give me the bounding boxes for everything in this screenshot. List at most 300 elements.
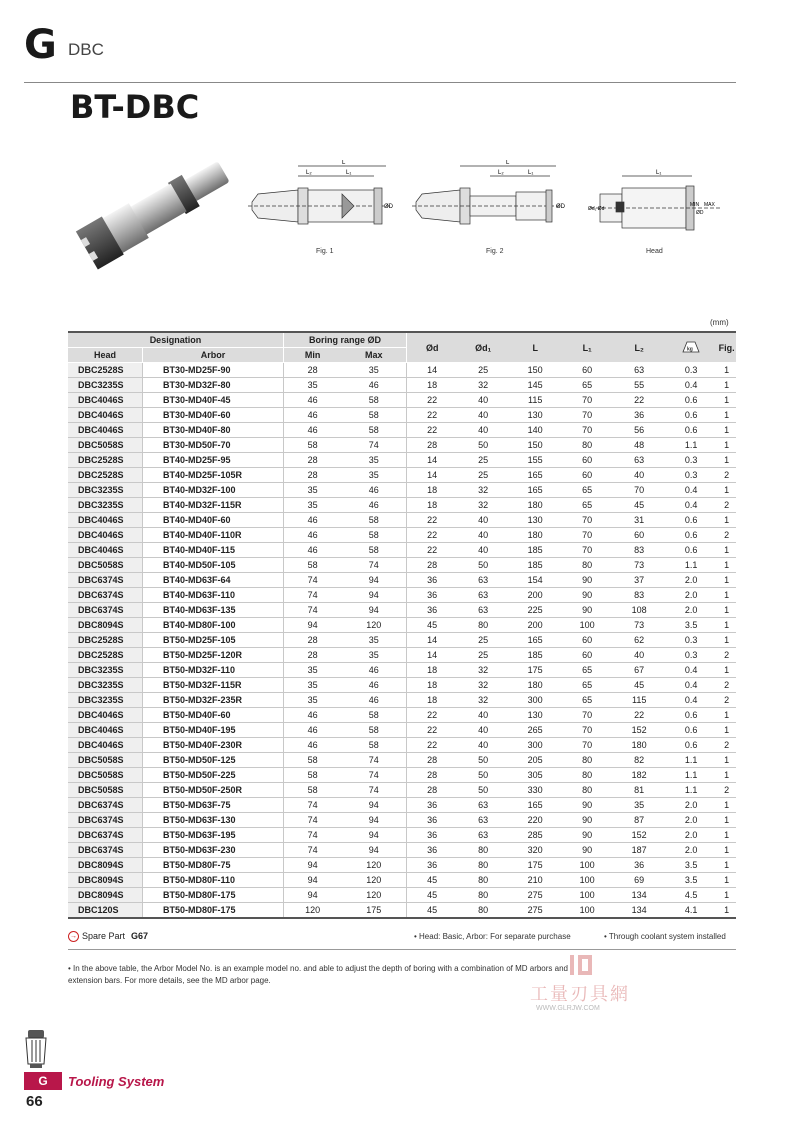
table-cell: DBC3235S xyxy=(68,378,143,393)
table-cell: 83 xyxy=(613,543,665,558)
table-cell: 36 xyxy=(407,573,458,588)
table-cell: 80 xyxy=(561,783,613,798)
arbor-col-header: Arbor xyxy=(143,348,284,363)
table-cell: 40 xyxy=(457,738,509,753)
table-cell: DBC4046S xyxy=(68,408,143,423)
table-cell: 154 xyxy=(509,573,561,588)
table-cell: 2 xyxy=(717,648,736,663)
table-cell: 220 xyxy=(509,813,561,828)
table-cell: DBC2528S xyxy=(68,363,143,378)
table-cell: BT50-MD25F-120R xyxy=(143,648,284,663)
table-cell: 40 xyxy=(457,528,509,543)
table-cell: 130 xyxy=(509,408,561,423)
table-cell: 80 xyxy=(457,858,509,873)
table-cell: DBC3235S xyxy=(68,663,143,678)
table-cell: 35 xyxy=(341,648,406,663)
table-cell: 40 xyxy=(457,543,509,558)
table-cell: 100 xyxy=(561,873,613,888)
weight-header xyxy=(665,332,717,363)
table-cell: 0.6 xyxy=(665,738,717,753)
table-cell: DBC6374S xyxy=(68,813,143,828)
table-cell: 1 xyxy=(717,858,736,873)
table-cell: 94 xyxy=(341,573,406,588)
table-row xyxy=(68,528,736,543)
head-col-header: Head xyxy=(68,348,143,363)
boring-range-header: Boring range ØD xyxy=(283,332,406,348)
table-cell: 275 xyxy=(509,888,561,903)
table-cell: DBC5058S xyxy=(68,753,143,768)
table-cell: 35 xyxy=(613,798,665,813)
L1-header: L₁ xyxy=(561,332,613,363)
table-cell: 305 xyxy=(509,768,561,783)
table-cell: 35 xyxy=(283,498,341,513)
od-header: Ød xyxy=(407,332,458,363)
spare-part-label: Spare Part xyxy=(82,931,126,941)
table-row xyxy=(68,738,736,753)
table-cell: DBC2528S xyxy=(68,633,143,648)
table-cell: 115 xyxy=(509,393,561,408)
table-cell: 74 xyxy=(283,813,341,828)
table-row xyxy=(68,603,736,618)
table-cell: 18 xyxy=(407,498,458,513)
table-cell: 63 xyxy=(457,828,509,843)
table-cell: 0.6 xyxy=(665,408,717,423)
section-letter: G xyxy=(24,22,57,68)
table-cell: 65 xyxy=(561,498,613,513)
table-cell: 63 xyxy=(457,603,509,618)
table-cell: 94 xyxy=(283,618,341,633)
table-cell: DBC8094S xyxy=(68,618,143,633)
table-row xyxy=(68,873,736,888)
table-cell: DBC8094S xyxy=(68,873,143,888)
table-cell: 36 xyxy=(407,603,458,618)
table-cell: 182 xyxy=(613,768,665,783)
table-cell: 45 xyxy=(407,888,458,903)
table-cell: 185 xyxy=(509,543,561,558)
table-cell: 74 xyxy=(283,588,341,603)
table-cell: 46 xyxy=(283,408,341,423)
table-cell: 1 xyxy=(717,753,736,768)
table-cell: 145 xyxy=(509,378,561,393)
table-cell: DBC8094S xyxy=(68,858,143,873)
table-cell: 46 xyxy=(341,663,406,678)
table-cell: 28 xyxy=(407,768,458,783)
table-cell: BT40-MD32F-100 xyxy=(143,483,284,498)
table-cell: 94 xyxy=(341,843,406,858)
table-cell: 90 xyxy=(561,828,613,843)
table-row xyxy=(68,408,736,423)
od1-header: Ød₁ xyxy=(457,332,509,363)
table-cell: 50 xyxy=(457,438,509,453)
table-cell: 90 xyxy=(561,843,613,858)
table-cell: 58 xyxy=(341,738,406,753)
table-cell: DBC6374S xyxy=(68,573,143,588)
table-cell: 100 xyxy=(561,618,613,633)
table-cell: 36 xyxy=(407,588,458,603)
table-row xyxy=(68,573,736,588)
table-cell: 1 xyxy=(717,663,736,678)
spec-table xyxy=(68,331,736,919)
table-cell: 1 xyxy=(717,708,736,723)
spare-part-link[interactable] xyxy=(68,931,148,942)
table-cell: BT30-MD25F-90 xyxy=(143,363,284,378)
table-cell: 18 xyxy=(407,663,458,678)
table-cell: 28 xyxy=(283,453,341,468)
table-cell: 0.6 xyxy=(665,393,717,408)
table-cell: 18 xyxy=(407,378,458,393)
table-cell: BT40-MD40F-110R xyxy=(143,528,284,543)
table-cell: 58 xyxy=(341,408,406,423)
table-cell: DBC2528S xyxy=(68,648,143,663)
table-cell: 80 xyxy=(561,438,613,453)
table-cell: 74 xyxy=(341,558,406,573)
table-cell: 70 xyxy=(561,723,613,738)
table-row xyxy=(68,633,736,648)
table-row xyxy=(68,378,736,393)
table-cell: 3.5 xyxy=(665,858,717,873)
table-cell: 35 xyxy=(283,378,341,393)
table-cell: 130 xyxy=(509,513,561,528)
table-cell: 46 xyxy=(283,513,341,528)
table-cell: 0.4 xyxy=(665,498,717,513)
table-cell: BT40-MD25F-95 xyxy=(143,453,284,468)
table-cell: 2.0 xyxy=(665,603,717,618)
table-cell: 150 xyxy=(509,363,561,378)
fig2-od-label: ØD xyxy=(556,204,565,210)
table-cell: 74 xyxy=(341,753,406,768)
table-cell: 58 xyxy=(341,543,406,558)
table-cell: 22 xyxy=(613,393,665,408)
table-row xyxy=(68,723,736,738)
table-cell: 80 xyxy=(561,768,613,783)
table-cell: BT50-MD63F-230 xyxy=(143,843,284,858)
table-cell: 25 xyxy=(457,468,509,483)
table-cell: 0.4 xyxy=(665,378,717,393)
table-cell: 46 xyxy=(283,423,341,438)
table-cell: BT50-MD32F-115R xyxy=(143,678,284,693)
table-cell: 40 xyxy=(457,723,509,738)
table-cell: 22 xyxy=(407,513,458,528)
table-cell: 225 xyxy=(509,603,561,618)
table-cell: 94 xyxy=(341,798,406,813)
fig2-L1-label: L₁ xyxy=(528,170,534,176)
table-cell: 70 xyxy=(613,483,665,498)
table-cell: DBC120S xyxy=(68,903,143,919)
table-cell: 2.0 xyxy=(665,573,717,588)
table-cell: 3.5 xyxy=(665,618,717,633)
table-cell: 40 xyxy=(457,708,509,723)
table-cell: 70 xyxy=(561,408,613,423)
watermark-logo xyxy=(566,952,596,978)
footer-label: Tooling System xyxy=(68,1074,165,1089)
table-row xyxy=(68,678,736,693)
table-cell: 1 xyxy=(717,543,736,558)
table-cell: 155 xyxy=(509,453,561,468)
header-divider xyxy=(24,82,736,83)
table-cell: 60 xyxy=(561,648,613,663)
table-cell: 1 xyxy=(717,723,736,738)
table-cell: 46 xyxy=(341,678,406,693)
table-cell: 70 xyxy=(561,708,613,723)
table-cell: 35 xyxy=(341,453,406,468)
table-cell: DBC2528S xyxy=(68,468,143,483)
table-cell: DBC4046S xyxy=(68,423,143,438)
table-cell: BT30-MD40F-45 xyxy=(143,393,284,408)
table-cell: 25 xyxy=(457,648,509,663)
table-row xyxy=(68,858,736,873)
table-cell: 62 xyxy=(613,633,665,648)
table-cell: 74 xyxy=(341,783,406,798)
table-cell: 32 xyxy=(457,693,509,708)
table-cell: 1.1 xyxy=(665,768,717,783)
table-cell: 35 xyxy=(341,363,406,378)
table-cell: 63 xyxy=(457,588,509,603)
watermark-text: 工量刃具網 xyxy=(530,984,630,1004)
table-cell: 63 xyxy=(613,363,665,378)
table-cell: 94 xyxy=(341,828,406,843)
table-cell: 152 xyxy=(613,723,665,738)
table-cell: 32 xyxy=(457,483,509,498)
table-cell: 0.6 xyxy=(665,528,717,543)
table-cell: 58 xyxy=(341,423,406,438)
table-cell: BT50-MD80F-110 xyxy=(143,873,284,888)
page-title: BT-DBC xyxy=(70,88,200,126)
table-cell: 46 xyxy=(341,483,406,498)
table-cell: DBC4046S xyxy=(68,393,143,408)
table-cell: 46 xyxy=(283,528,341,543)
table-cell: 36 xyxy=(407,828,458,843)
table-row xyxy=(68,558,736,573)
table-row xyxy=(68,648,736,663)
table-cell: 40 xyxy=(457,423,509,438)
table-cell: DBC8094S xyxy=(68,888,143,903)
arrow-circle-icon: → xyxy=(70,933,77,941)
table-cell: 90 xyxy=(561,588,613,603)
table-cell: DBC2528S xyxy=(68,453,143,468)
unit-label: (mm) xyxy=(710,318,729,327)
table-cell: 36 xyxy=(613,408,665,423)
table-cell: 120 xyxy=(341,858,406,873)
fig1-L2-label: L₂ xyxy=(306,170,312,176)
table-cell: 0.6 xyxy=(665,708,717,723)
table-cell: 28 xyxy=(283,363,341,378)
table-cell: BT50-MD40F-60 xyxy=(143,708,284,723)
table-cell: 0.6 xyxy=(665,543,717,558)
table-cell: 46 xyxy=(283,393,341,408)
table-cell: 14 xyxy=(407,633,458,648)
head-drawing xyxy=(586,168,726,238)
table-row xyxy=(68,663,736,678)
table-row xyxy=(68,438,736,453)
table-cell: 60 xyxy=(561,363,613,378)
table-cell: 3.5 xyxy=(665,873,717,888)
watermark-url: WWW.GLRJW.COM xyxy=(536,1005,600,1012)
table-cell: 0.4 xyxy=(665,663,717,678)
table-cell: 58 xyxy=(341,708,406,723)
table-cell: DBC4046S xyxy=(68,528,143,543)
table-cell: 74 xyxy=(341,438,406,453)
table-cell: 120 xyxy=(341,888,406,903)
table-cell: 0.3 xyxy=(665,648,717,663)
table-cell: 175 xyxy=(509,858,561,873)
table-cell: DBC5058S xyxy=(68,783,143,798)
table-row xyxy=(68,393,736,408)
table-cell: 180 xyxy=(509,528,561,543)
table-cell: 165 xyxy=(509,468,561,483)
table-cell: 80 xyxy=(457,873,509,888)
table-cell: 63 xyxy=(457,798,509,813)
table-cell: 58 xyxy=(341,723,406,738)
table-cell: DBC3235S xyxy=(68,483,143,498)
table-cell: 40 xyxy=(613,648,665,663)
table-cell: 22 xyxy=(407,423,458,438)
table-cell: 108 xyxy=(613,603,665,618)
table-cell: 205 xyxy=(509,753,561,768)
table-cell: 94 xyxy=(283,873,341,888)
table-cell: DBC6374S xyxy=(68,603,143,618)
table-cell: 185 xyxy=(509,648,561,663)
table-cell: 90 xyxy=(561,798,613,813)
table-cell: 300 xyxy=(509,738,561,753)
table-cell: 0.6 xyxy=(665,423,717,438)
table-cell: 70 xyxy=(561,513,613,528)
table-cell: 56 xyxy=(613,423,665,438)
table-row xyxy=(68,888,736,903)
table-cell: 74 xyxy=(283,603,341,618)
table-cell: 2 xyxy=(717,498,736,513)
table-row xyxy=(68,693,736,708)
table-cell: 73 xyxy=(613,558,665,573)
table-cell: 46 xyxy=(283,543,341,558)
table-cell: 22 xyxy=(407,543,458,558)
table-cell: DBC5058S xyxy=(68,558,143,573)
table-cell: 60 xyxy=(561,633,613,648)
collet-icon xyxy=(22,1028,50,1070)
table-cell: 70 xyxy=(561,423,613,438)
head-caption: Head xyxy=(646,248,663,255)
table-row xyxy=(68,708,736,723)
table-cell: 73 xyxy=(613,618,665,633)
footer-section-tab[interactable]: G xyxy=(24,1072,62,1090)
table-cell: 1 xyxy=(717,378,736,393)
table-cell: DBC6374S xyxy=(68,798,143,813)
table-cell: 14 xyxy=(407,468,458,483)
table-cell: 18 xyxy=(407,483,458,498)
table-cell: 35 xyxy=(341,633,406,648)
table-cell: 1.1 xyxy=(665,783,717,798)
table-cell: 187 xyxy=(613,843,665,858)
min-col-header: Min xyxy=(283,348,341,363)
table-cell: 1 xyxy=(717,558,736,573)
table-cell: DBC6374S xyxy=(68,828,143,843)
table-cell: BT50-MD50F-250R xyxy=(143,783,284,798)
table-cell: DBC4046S xyxy=(68,708,143,723)
table-cell: BT40-MD63F-110 xyxy=(143,588,284,603)
table-cell: DBC4046S xyxy=(68,543,143,558)
table-cell: 120 xyxy=(341,618,406,633)
table-cell: 1 xyxy=(717,483,736,498)
table-cell: BT50-MD80F-75 xyxy=(143,858,284,873)
table-cell: 1 xyxy=(717,438,736,453)
table-cell: 36 xyxy=(407,843,458,858)
L-header: L xyxy=(509,332,561,363)
table-row xyxy=(68,903,736,919)
table-cell: 1.1 xyxy=(665,753,717,768)
table-cell: 32 xyxy=(457,663,509,678)
table-cell: 28 xyxy=(407,753,458,768)
table-cell: 32 xyxy=(457,498,509,513)
table-cell: 36 xyxy=(613,858,665,873)
table-cell: 1 xyxy=(717,363,736,378)
table-cell: 87 xyxy=(613,813,665,828)
table-cell: 74 xyxy=(341,768,406,783)
table-cell: 50 xyxy=(457,753,509,768)
table-cell: BT50-MD63F-130 xyxy=(143,813,284,828)
table-cell: DBC3235S xyxy=(68,693,143,708)
fig-header: Fig. xyxy=(717,332,736,363)
table-cell: 2.0 xyxy=(665,588,717,603)
table-cell: 83 xyxy=(613,588,665,603)
fig2-drawing xyxy=(410,160,570,235)
table-cell: 63 xyxy=(457,813,509,828)
table-cell: 1 xyxy=(717,798,736,813)
table-cell: DBC5058S xyxy=(68,438,143,453)
table-cell: 94 xyxy=(341,603,406,618)
table-cell: 22 xyxy=(407,723,458,738)
table-row xyxy=(68,483,736,498)
table-cell: 58 xyxy=(283,438,341,453)
table-cell: 22 xyxy=(407,708,458,723)
table-cell: 2 xyxy=(717,468,736,483)
table-cell: BT40-MD40F-60 xyxy=(143,513,284,528)
table-cell: 0.3 xyxy=(665,453,717,468)
table-cell: 14 xyxy=(407,363,458,378)
table-cell: 165 xyxy=(509,798,561,813)
table-cell: DBC4046S xyxy=(68,738,143,753)
table-cell: 74 xyxy=(283,828,341,843)
table-cell: 165 xyxy=(509,483,561,498)
table-row xyxy=(68,618,736,633)
table-cell: 36 xyxy=(407,813,458,828)
table-cell: DBC3235S xyxy=(68,678,143,693)
table-cell: BT50-MD80F-175 xyxy=(143,903,284,919)
table-cell: 45 xyxy=(407,873,458,888)
table-cell: 28 xyxy=(283,648,341,663)
table-cell: 180 xyxy=(613,738,665,753)
table-cell: 1 xyxy=(717,843,736,858)
table-cell: 63 xyxy=(613,453,665,468)
head-od-label: ØD xyxy=(696,210,704,216)
table-cell: 35 xyxy=(283,483,341,498)
table-cell: 134 xyxy=(613,888,665,903)
fig1-drawing xyxy=(244,160,394,235)
table-cell: 1 xyxy=(717,423,736,438)
table-cell: 130 xyxy=(509,708,561,723)
table-cell: 94 xyxy=(283,888,341,903)
table-cell: 100 xyxy=(561,858,613,873)
table-cell: 1 xyxy=(717,813,736,828)
table-cell: 35 xyxy=(283,693,341,708)
table-row xyxy=(68,783,736,798)
table-cell: BT30-MD40F-60 xyxy=(143,408,284,423)
table-cell: 60 xyxy=(613,528,665,543)
L2-header: L₂ xyxy=(613,332,665,363)
table-cell: 265 xyxy=(509,723,561,738)
table-cell: 74 xyxy=(283,798,341,813)
table-cell: 0.6 xyxy=(665,723,717,738)
table-cell: 46 xyxy=(341,378,406,393)
table-row xyxy=(68,468,736,483)
